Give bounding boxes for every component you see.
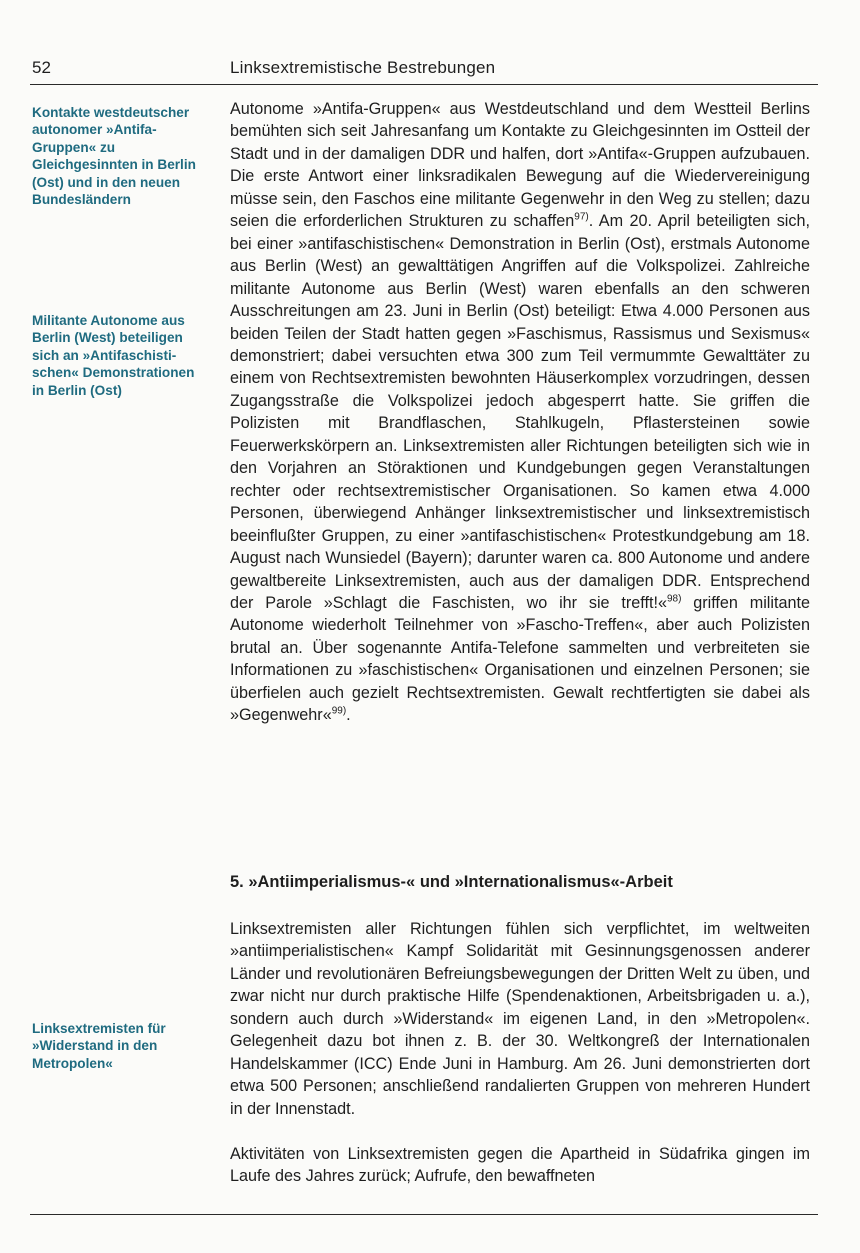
footnote-ref-97: 97) bbox=[574, 211, 589, 223]
paragraph-text: . bbox=[346, 706, 351, 725]
paragraph-text: . Am 20. April beteiligten sich, bei einer »antifaschistischen« Demonstration in Berlin (Ost), erstmals Autonome aus Berlin (West) an gewalttätigen Angriffen auf die Volkspolizei. Zahlreiche militante Autonome aus Berlin (West) waren ebenfalls an den schweren Ausschreitungen am 23. Juni in Berlin (Ost) beteiligt: Etwa 4.000 Personen aus beiden Teilen der Stadt hatten gegen »Faschismus, Rassismus und Sexismus« demonstriert; dabei versuchten etwa 300 zum Teil vermummte Gewalttäter zu einem von Rechtsextremisten bewohnten Häuserkomplex vorzudringen, dessen Zugangsstraße die Volkspolizei jedoch abgesperrt hatte. Sie griffen die Polizisten mit Brandflaschen, Stahlkugeln, Pflastersteinen sowie Feuerwerkskörpern an. Linksextremisten aller Richtungen beteiligten sich wie in den Vorjahren an Störaktionen und Kundgebungen gegen Veranstaltungen rechter oder rechtsextremistischer Organisationen. So kamen etwa 4.000 Personen, überwiegend Anhänger linksextremistischer und linksextremistisch beeinflußter Gruppen, zu einer »antifaschistischen« Protestkundgebung am 18. August nach Wunsiedel (Bayern); darunter waren ca. 800 Autonome und andere gewaltbereite Linksextremisten, auch aus der damaligen DDR. Entsprechend der Parole »Schlagt die Faschisten, wo ihr sie trefft!« bbox=[230, 212, 810, 612]
footnote-ref-99: 99) bbox=[331, 705, 347, 717]
sidenote-widerstand: Linksextremisten für »Widerstand in den Metropolen« bbox=[32, 1021, 166, 1071]
body-paragraph-antifa bbox=[230, 98, 810, 727]
running-head: Linksextremistische Bestrebungen bbox=[230, 58, 496, 77]
paragraph-text: griffen militante Autonome wiederholt Teilnehmer von »Fascho-Treffen«, aber auch Polizisten brutal an. Über sogenannte Antifa-Telefone sammelten und verbreiteten sie Informationen zu »faschistischen« Organisationen und einzelnen Personen; sie überfielen auch gezielt Rechtsextremisten. Gewalt rechtfertigten sie dabei als »Gegenwehr« bbox=[230, 593, 810, 725]
footnote-ref-98: 98) bbox=[666, 593, 682, 605]
page-number: 52 bbox=[32, 58, 51, 77]
paragraph-text: Autonome »Antifa-Gruppen« aus Westdeutschland und dem Westteil Berlins bemühten sich seit Jahresanfang um Kontakte zu Gleichgesinnten im Ostteil der Stadt und in der damaligen DDR und halfen, dort »Antifa«-Gruppen aufzubauen. Die erste Antwort einer linksradikalen Bewegung auf die Wiedervereinigung müsse sein, den Faschos eine militante Gegenwehr in den Weg zu stellen; dazu seien die erforderlichen Strukturen zu schaffen bbox=[230, 100, 810, 231]
header-rule bbox=[30, 84, 818, 85]
section-heading: 5. »Antiimperialismus-« und »Internationalismus«-Arbeit bbox=[230, 873, 673, 891]
sidenote-kontakte: Kontakte westdeutscher autonomer »Antifa-Gruppen« zu Gleichgesinnten in Berlin (Ost) und in den neuen Bundesländern bbox=[32, 105, 196, 208]
body-paragraph-apartheid: Aktivitäten von Linksextremisten gegen die Apartheid in Südafrika gingen im Laufe des Jahres zurück; Aufrufe, den bewaffneten bbox=[230, 1145, 810, 1186]
sidenote-militante-autonome: Militante Autonome aus Berlin (West) beteiligen sich an »Antifaschistischen« Demonstrationen in Berlin (Ost) bbox=[32, 313, 195, 398]
footer-rule bbox=[30, 1214, 818, 1215]
body-paragraph-antiimperialismus: Linksextremisten aller Richtungen fühlen sich verpflichtet, im weltweiten »antiimperialistischen« Kampf Solidarität mit Gesinnungsgenossen anderer Länder und revolutionären Befreiungsbewegungen der Dritten Welt zu üben, und zwar nicht nur durch praktische Hilfe (Spendenaktionen, Arbeitsbrigaden u. a.), sondern auch durch »Widerstand« im eigenen Land, in den »Metropolen«. Gelegenheit dazu bot ihnen z. B. der 30. Weltkongreß der Internationalen Handelskammer (ICC) Ende Juni in Hamburg. Am 26. Juni demonstrierten dort etwa 500 Personen; anschließend randalierten Gruppen von mehreren Hundert in der Innenstadt. bbox=[230, 920, 810, 1118]
